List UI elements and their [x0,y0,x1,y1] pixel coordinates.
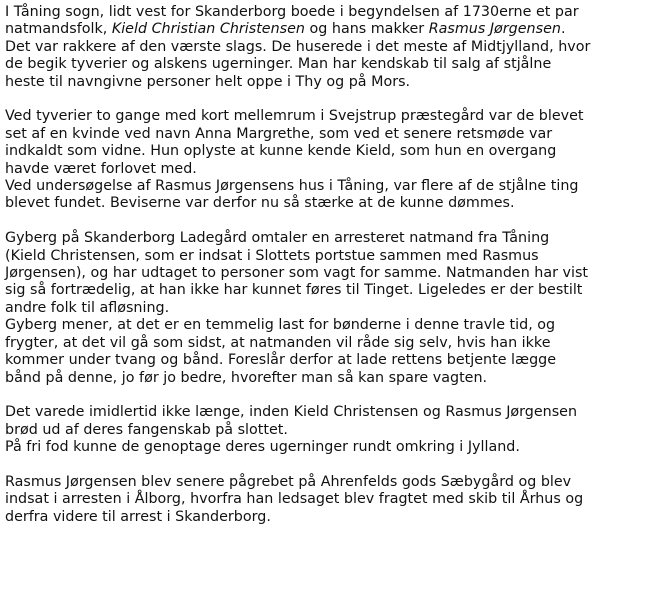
document-body [5,4,667,526]
text-line: Gyberg mener, at det er en temmelig last for bønderne i denne travle tid, og [5,317,556,334]
text-line: Det varede imidlertid ikke længe, inden Kield Christensen og Rasmus Jørgensen [5,404,578,421]
paragraph-gap [5,91,667,108]
text-line: I Tåning sogn, lidt vest for Skanderborg boede i begyndelsen af 1730erne et par [5,4,579,20]
text-line: frygter, at det vil gå som sidst, at natmanden vil råde sig selv, hvis han ikke [5,334,551,351]
paragraph-gap [5,213,667,230]
text-line: indkaldt som vidne. Hun oplyste at kunne kende Kield, som hun en overgang [5,143,557,160]
text-line: På fri fod kunne de genoptage deres ugerninger rundt omkring i Jylland. [5,439,520,456]
text-line: bånd på denne, jo før jo bedre, hvorefter man så kan spare vagten. [5,369,488,386]
text-line: havde været forlovet med. [5,160,197,177]
text-line: brød ud af deres fangenskab på slottet. [5,421,288,438]
paragraph [5,230,667,387]
text-line: sig så fortrædelig, at han ikke har kunnet føres til Tinget. Ligeledes er der bestilt [5,282,583,299]
text-line: andre folk til afløsning. [5,299,170,316]
text-line: (Kield Christensen, som er indsat i Slottets portstue sammen med Rasmus [5,247,539,264]
paragraph [5,108,667,212]
text-line: derfra videre til arrest i Skanderborg. [5,508,271,525]
text-line: Rasmus Jørgensen blev senere pågrebet på Ahrenfelds gods Sæbygård og blev [5,473,572,490]
text-line: Det var rakkere af den værste slags. De huserede i det meste af Midtjylland, hvor [5,38,591,55]
text-line: kommer under tvang og bånd. Foreslår derfor at lade rettens betjente lægge [5,352,557,369]
paragraph [5,474,667,526]
text-line: blevet fundet. Beviserne var derfor nu så stærke at de kunne dømmes. [5,195,515,212]
text-line: heste til navngivne personer helt oppe i Thy og på Mors. [5,73,411,90]
text-line [5,21,667,38]
text-line: set af en kvinde ved navn Anna Margrethe, som ved et senere retsmøde var [5,125,553,142]
paragraph-gap [5,387,667,404]
paragraph [5,4,667,91]
person-name-italic: Kield Christian Christensen [111,21,305,38]
text-segment: og hans makker [304,21,429,38]
text-line: Gyberg på Skanderborg Ladegård omtaler en arresteret natmand fra Tåning [5,230,550,247]
text-segment: natmandsfolk, [5,21,112,38]
text-line: Ved tyverier to gange med kort mellemrum i Svejstrup præstegård var de blevet [5,108,584,125]
text-line: indsat i arresten i Ålborg, hvorfra han ledsaget blev fragtet med skib til Århus og [5,491,584,508]
text-line: Jørgensen), og har udtaget to personer som vagt for samme. Natmanden har vist [5,265,589,282]
text-segment: . [560,21,566,38]
text-line: de begik tyverier og alskens ugerninger. Man har kendskab til salg af stjålne [5,56,552,73]
paragraph-gap [5,457,667,474]
paragraph [5,404,667,456]
text-line: Ved undersøgelse af Rasmus Jørgensens hus i Tåning, var flere af de stjålne ting [5,178,579,195]
person-name-italic: Rasmus Jørgensen [428,21,561,38]
